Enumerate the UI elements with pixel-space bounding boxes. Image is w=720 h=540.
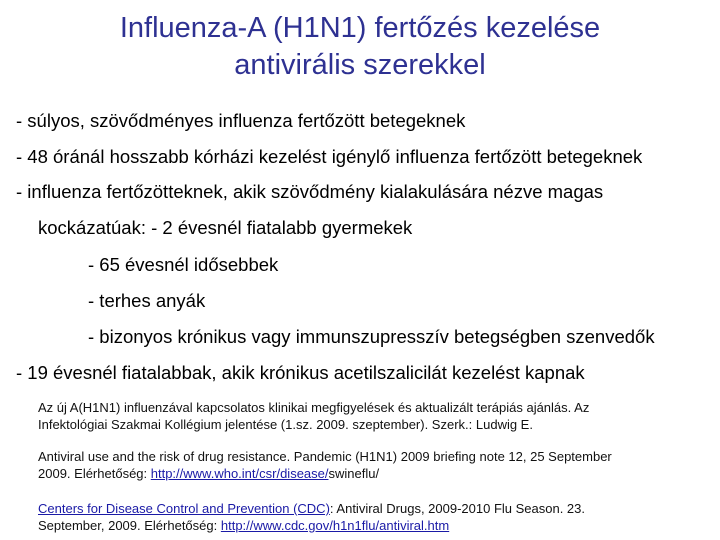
who-link[interactable]: http://www.who.int/csr/disease/ [150, 466, 329, 481]
reference-3-title: : Antiviral Drugs, 2009-2010 Flu Season. 23. [329, 501, 585, 516]
reference-1 [38, 399, 698, 433]
bullet-1: - súlyos, szövődményes influenza fertőzött betegeknek [16, 110, 466, 131]
reference-3-line-2 [38, 517, 698, 534]
cdc-antiviral-link[interactable]: http://www.cdc.gov/h1n1flu/antiviral.htm [220, 518, 450, 533]
reference-3-prefix: September, 2009. Elérhetőség: [38, 518, 221, 533]
cdc-org-link[interactable]: Centers for Disease Control and Prevention (CDC) [38, 501, 330, 516]
reference-1-line-1: Az új A(H1N1) influenzával kapcsolatos klinikai megfigyelések és aktualizált terápiás ajánlás. Az [38, 400, 590, 415]
reference-2 [38, 448, 698, 482]
slide-title [0, 10, 720, 84]
reference-2-prefix: 2009. Elérhetőség: [38, 466, 151, 481]
title-line-1: Influenza-A (H1N1) fertőzés kezelése [119, 12, 601, 44]
sub-bullet-pregnant: - terhes anyák [88, 290, 206, 311]
title-line-2: antivirális szerekkel [234, 49, 486, 81]
reference-3-line-1 [38, 500, 698, 517]
reference-2-line-2 [38, 465, 698, 482]
bullet-3: - influenza fertőzötteknek, akik szövődmény kialakulására nézve magas [16, 181, 604, 202]
reference-1-line-2: Infektológiai Szakmai Kollégium jelentése (1.sz. 2009. szeptember). Szerk.: Ludwig E. [38, 417, 533, 432]
reference-2-suffix: swineflu/ [328, 466, 380, 481]
bullet-2: - 48 óránál hosszabb kórházi kezelést igénylő influenza fertőzött betegeknek [16, 146, 643, 167]
reference-3 [38, 500, 698, 534]
bullet-3-continuation: kockázatúak: - 2 évesnél fiatalabb gyermekek [38, 217, 413, 238]
bullet-4: - 19 évesnél fiatalabbak, akik krónikus acetilszalicilát kezelést kapnak [16, 362, 585, 383]
reference-2-line-1: Antiviral use and the risk of drug resistance. Pandemic (H1N1) 2009 briefing note 12, 25 September [38, 449, 612, 464]
sub-bullet-chronic: - bizonyos krónikus vagy immunszupresszív betegségben szenvedők [88, 326, 655, 347]
sub-bullet-elderly: - 65 évesnél idősebbek [88, 254, 279, 275]
